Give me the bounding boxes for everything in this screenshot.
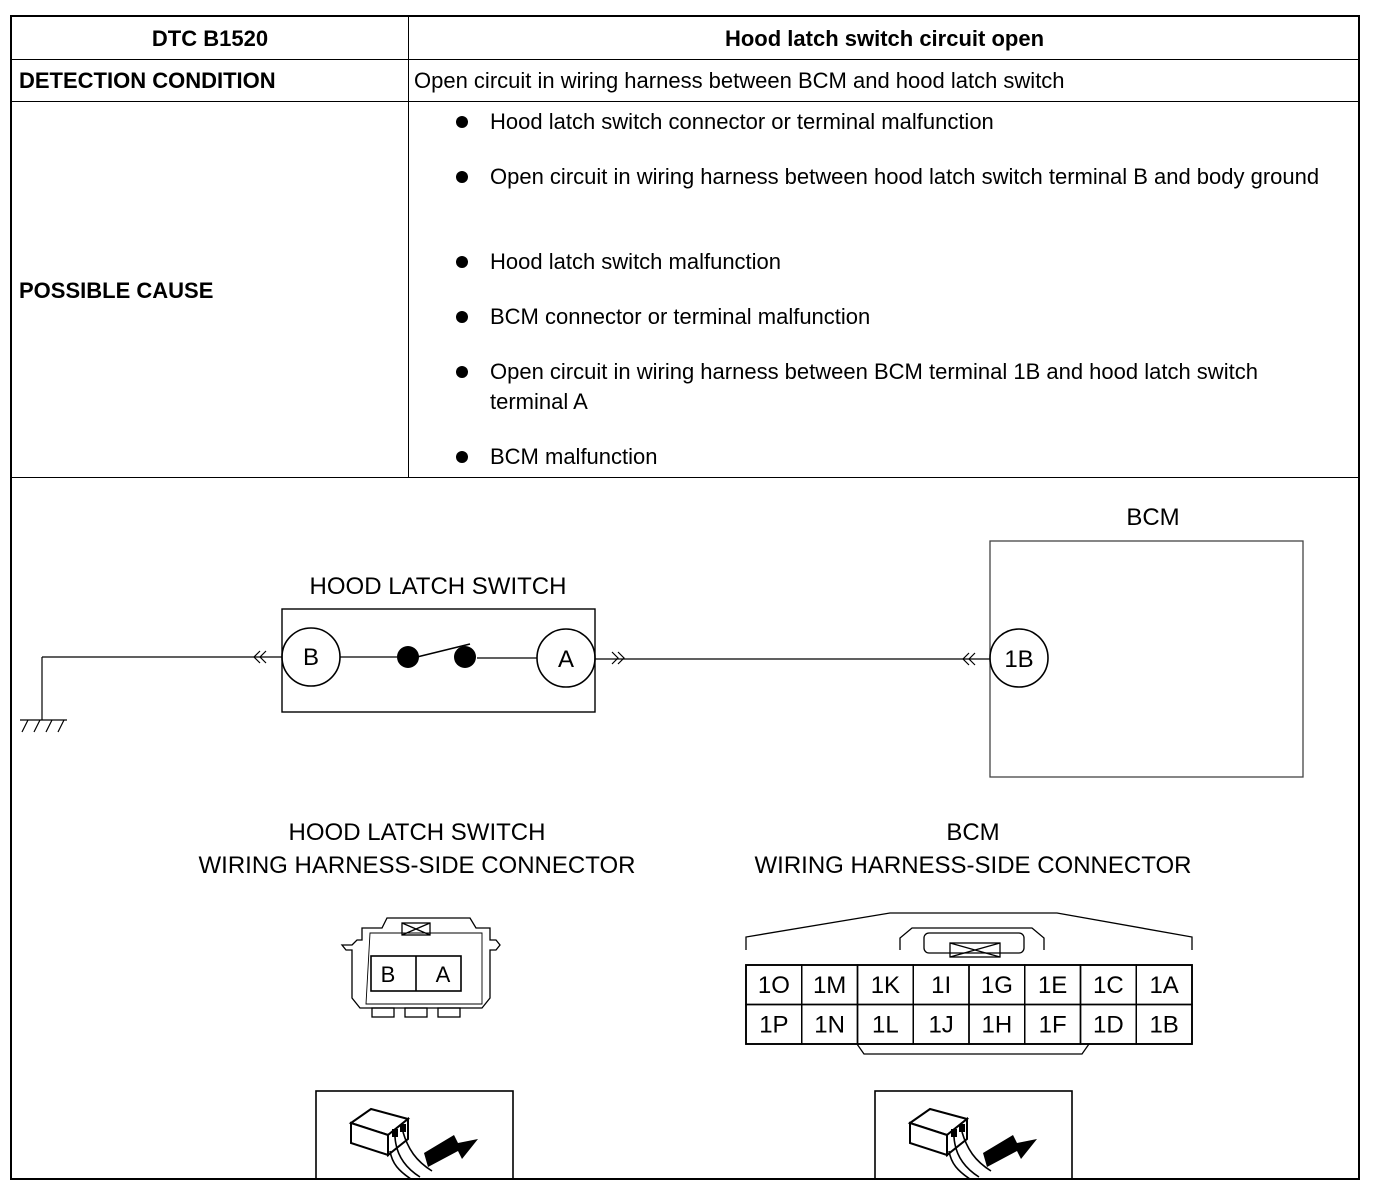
bcm-connector-label-line2: WIRING HARNESS-SIDE CONNECTOR: [754, 852, 1192, 879]
detection-condition-label: DETECTION CONDITION: [19, 68, 276, 93]
dtc-sheet: [10, 15, 1360, 1180]
bcm-pin-label: 1L: [872, 1011, 899, 1039]
list-item: Open circuit in wiring harness between hood latch switch terminal B and body ground: [452, 162, 1322, 192]
bcm-title: BCM: [1126, 504, 1180, 531]
table-row-divider: [12, 101, 1358, 102]
bcm-pin-label: 1D: [1093, 1011, 1124, 1039]
bcm-pin-label: 1N: [814, 1011, 845, 1039]
bcm-box: [990, 541, 1303, 777]
list-item: BCM connector or terminal malfunction: [452, 302, 1322, 332]
bcm-pin-label: 1P: [759, 1011, 789, 1039]
bcm-pin-label: 1K: [870, 972, 901, 999]
bcm-pin-label: 1C: [1093, 972, 1124, 999]
harness-probe-icon: [351, 1109, 478, 1178]
bcm-pin-label: 1B: [1149, 1011, 1179, 1039]
bcm-connector-label-line1: BCM: [946, 819, 1000, 846]
bcm-pin-label: 1A: [1149, 972, 1179, 999]
bcm-pin-grid: [746, 965, 1192, 1044]
bcm-pin-label: 1G: [980, 972, 1013, 999]
hood-latch-switch-box: [282, 609, 595, 712]
bcm-terminal-label: 1B: [1004, 646, 1034, 673]
bcm-pin-label: 1F: [1038, 1011, 1067, 1039]
hood-connector: [342, 918, 500, 1017]
ground-icon: [22, 720, 64, 732]
ground-wire: [20, 657, 67, 720]
bcm-pin-label: 1H: [981, 1011, 1013, 1039]
dtc-title: Hood latch switch circuit open: [724, 26, 1045, 51]
bcm-pin-label: 1E: [1037, 972, 1068, 999]
bcm-pin-label: 1J: [928, 1011, 954, 1039]
probe-icon-frame: [316, 1091, 513, 1178]
bullet-icon: [456, 171, 468, 183]
list-item: BCM malfunction: [452, 442, 1322, 472]
list-item: Open circuit in wiring harness between BCM terminal 1B and hood latch switch terminal A: [452, 357, 1322, 417]
switch-contact-dot: [397, 646, 419, 668]
dtc-code: DTC B1520: [151, 26, 269, 51]
harness-probe-icon: [910, 1109, 1037, 1178]
bullet-icon: [456, 366, 468, 378]
switch-terminal-b-label: B: [302, 644, 320, 671]
bcm-pin-label: 1O: [757, 972, 790, 999]
hood-connector-label-line2: WIRING HARNESS-SIDE CONNECTOR: [198, 852, 636, 879]
connector-chevron-icon: [612, 652, 624, 664]
list-item: Hood latch switch malfunction: [452, 247, 1322, 277]
bullet-icon: [456, 311, 468, 323]
bullet-icon: [456, 116, 468, 128]
hood-connector-label-line1: HOOD LATCH SWITCH: [288, 819, 546, 846]
possible-cause-label: POSSIBLE CAUSE: [19, 278, 214, 303]
table-row-divider: [12, 59, 1358, 60]
switch-title: HOOD LATCH SWITCH: [309, 573, 567, 600]
switch-contact-dot: [454, 646, 476, 668]
table-column-divider: [408, 17, 409, 477]
bcm-pin-label: 1I: [931, 972, 952, 999]
switch-terminal-a-label: A: [557, 646, 575, 673]
bcm-pin-label: 1M: [812, 972, 847, 999]
detection-condition-value: Open circuit in wiring harness between BCM and hood latch switch: [414, 68, 1065, 93]
hood-pin-a: A: [435, 962, 451, 987]
bullet-icon: [456, 256, 468, 268]
bullet-icon: [456, 451, 468, 463]
hood-pin-b: B: [380, 962, 396, 987]
list-item: Hood latch switch connector or terminal malfunction: [452, 107, 1322, 137]
switch-internal-wire: [340, 657, 537, 658]
wiring-diagram: [12, 478, 1358, 1178]
probe-icon-frame: [875, 1091, 1072, 1178]
